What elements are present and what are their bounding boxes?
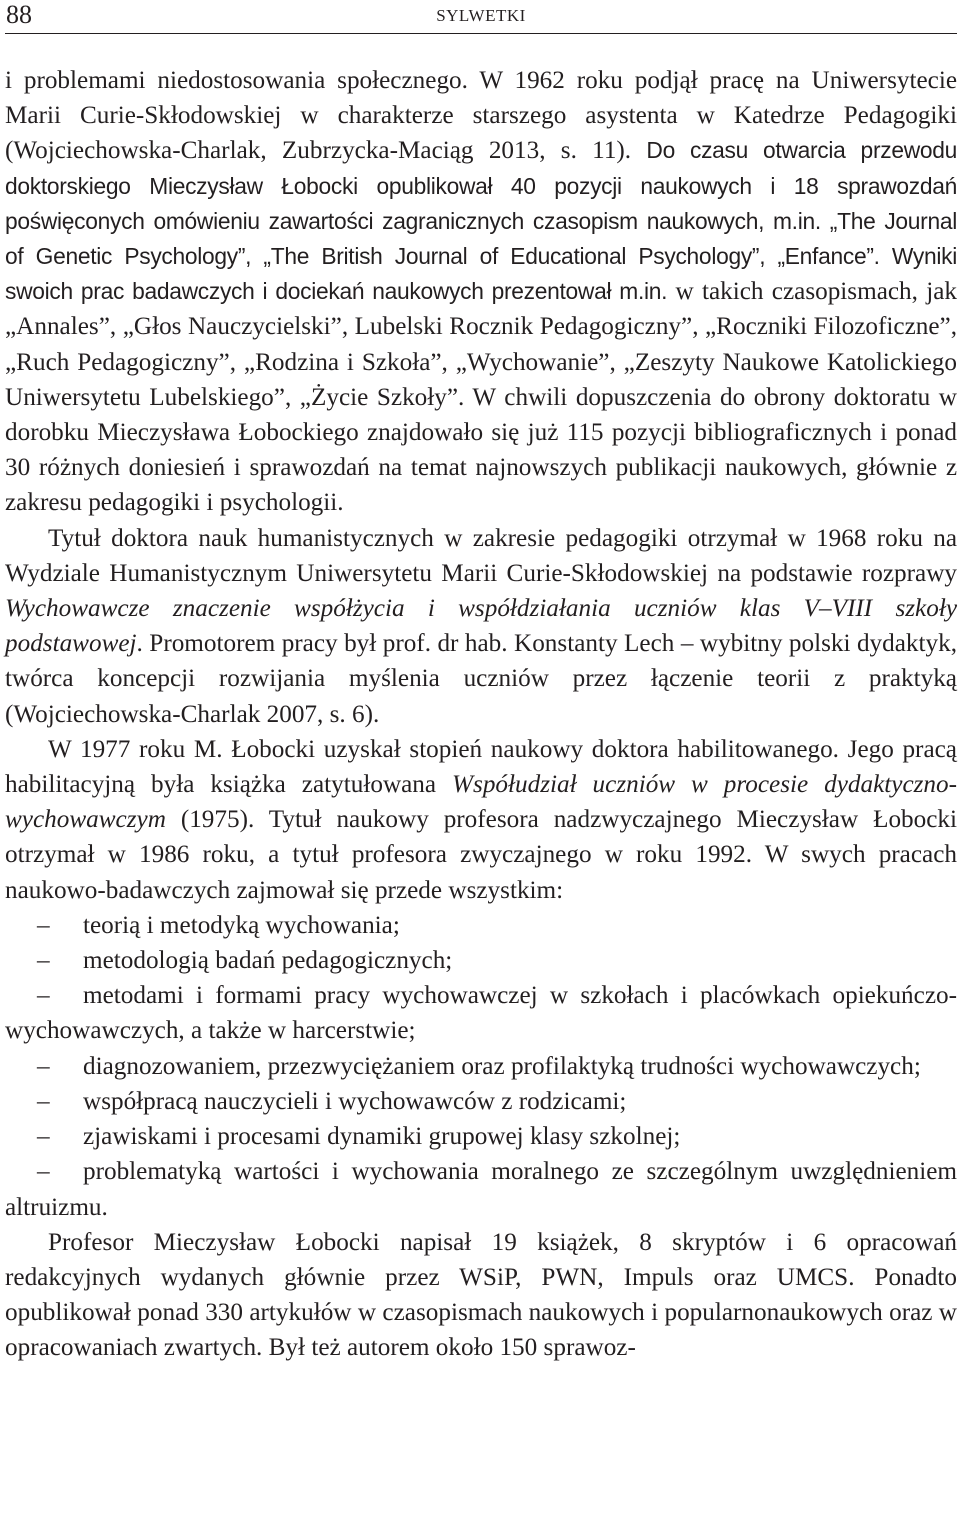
paragraph-1 xyxy=(5,63,957,521)
list-item xyxy=(5,943,957,978)
list-item xyxy=(5,1049,957,1084)
list-item xyxy=(5,1154,957,1224)
list-item-text: problematyką wartości i wychowania moralnego ze szczególnym uwzględnieniem altruizmu. xyxy=(5,1158,957,1221)
list-dash: – xyxy=(37,911,50,939)
list-dash: – xyxy=(37,1087,50,1115)
list-item xyxy=(5,908,957,943)
page-number: 88 xyxy=(6,0,32,29)
list-dash: – xyxy=(37,1158,50,1186)
paragraph-1-part-c: w takich czasopismach, jak „Annales”, „Głos Nauczycielski”, Lubelski Rocznik Pedagogiczny”, „Roczniki Filozoficzne”, „Ruch Pedagogiczny”, „Rodzina i Szkoła”, „Wychowanie”, „Zeszyty Naukowe Katolickiego Uniwersytetu Lubelskiego”, „Życie Szkoły”. W chwili dopuszczenia do obrony doktoratu w dorobku Mieczysława Łobockiego znajdowało się już 115 pozycji bibliograficznych i ponad 30 różnych doniesień i sprawozdań na temat najnowszych publikacji naukowych, głównie z zakresu pedagogiki i psychologii. xyxy=(5,278,958,517)
section-title: SYLWETKI xyxy=(436,6,526,25)
paragraph-2-part-a: Tytuł doktora nauk humanistycznych w zakresie pedagogiki otrzymał w 1968 roku na Wydziale Humanistycznym Uniwersytetu Marii Curie-Skłodowskiej na podstawie rozprawy xyxy=(5,524,957,587)
paragraph-1-part-b: Do czasu otwarcia przewodu doktorskiego Mieczysław Łobocki opublikował 40 pozycji naukowych i 18 sprawozdań poświęconych omówieniu zawartości zagranicznych czasopism naukowych, m.in. „The Journal of Genetic Psychology”, „The British Journal of Educational Psychology”, „Enfance”. Wyniki swoich prac badawczych i dociekań naukowych prezentował m.in. xyxy=(5,137,958,305)
list-item-text: metodami i formami pracy wychowawczej w szkołach i placówkach opiekuńczo-wychowawczych, a także w harcerstwie; xyxy=(5,982,957,1045)
list-dash: – xyxy=(37,1123,50,1151)
paragraph-3 xyxy=(5,732,957,908)
dissertation-title: Wychowawcze znaczenie współżycia i współdziałania uczniów klas V–VIII szkoły podstawowej xyxy=(5,595,957,658)
habilitation-title: Współudział uczniów w procesie dydaktyczno-wychowawczym xyxy=(5,771,958,834)
list-item xyxy=(5,1119,957,1154)
paragraph-2-part-b: . Promotorem pracy był prof. dr hab. Konstanty Lech – wybitny polski dydaktyk, twórca koncepcji rozwijania myślenia uczniów przez łączenie teorii z praktyką (Wojciechowska-Charlak 2007, s. 6). xyxy=(5,630,957,728)
list-item xyxy=(5,978,957,1048)
list-dash: – xyxy=(37,947,50,975)
body-text xyxy=(5,63,957,1366)
paragraph-3-part-b: (1975). Tytuł naukowy profesora nadzwyczajnego Mieczysław Łobocki otrzymał w 1986 roku, a tytuł profesora zwyczajnego w roku 1992. W swych pracach naukowo-badawczych zajmował się przede wszystkim: xyxy=(5,806,958,904)
list-item-text: współpracą nauczycieli i wychowawców z rodzicami; xyxy=(83,1087,627,1115)
running-header xyxy=(5,0,957,34)
list-item-text: diagnozowaniem, przezwyciężaniem oraz profilaktyką trudności wychowawczych; xyxy=(83,1052,921,1080)
list-dash: – xyxy=(37,982,50,1010)
paragraph-1-part-a: i problemami niedostosowania społecznego. W 1962 roku podjął pracę na Uniwersytecie Marii Curie-Skłodowskiej w charakterze starszego asystenta w Katedrze Pedagogiki (Wojciechowska-Charlak, Zubrzycka-Maciąg 2013, s. 11). xyxy=(5,67,957,165)
list-item-text: metodologią badań pedagogicznych; xyxy=(83,947,453,975)
paragraph-3-part-a: W 1977 roku M. Łobocki uzyskał stopień naukowy doktora habilitowanego. Jego pracą habilitacyjną była książka zatytułowana xyxy=(5,735,957,799)
paragraph-2 xyxy=(5,521,957,732)
list-item xyxy=(5,1084,957,1119)
list-dash: – xyxy=(37,1052,50,1080)
list-item-text: teorią i metodyką wychowania; xyxy=(83,911,400,939)
list-item-text: zjawiskami i procesami dynamiki grupowej klasy szkolnej; xyxy=(83,1123,681,1151)
document-page xyxy=(5,0,957,1366)
paragraph-4: Profesor Mieczysław Łobocki napisał 19 książek, 8 skryptów i 6 opracowań redakcyjnych wydanych głównie przez WSiP, PWN, Impuls oraz UMCS. Ponadto opublikował ponad 330 artykułów w czasopismach naukowych i popularnonaukowych oraz w opracowaniach zwartych. Był też autorem około 150 sprawoz- xyxy=(5,1228,957,1362)
